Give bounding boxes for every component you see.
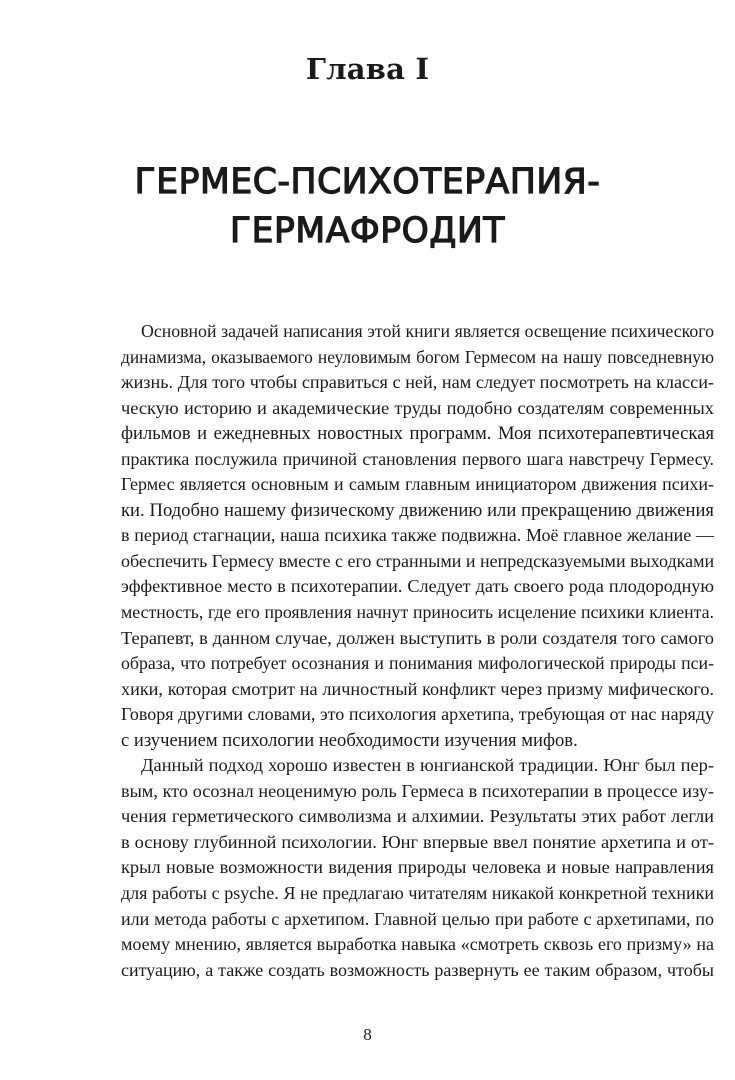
body-text [121,319,714,983]
text-line: местность, где его проявления начнут приносить исцеление психики клиента. [121,602,714,623]
chapter-title-line: ГЕРМАФРОДИТ [229,211,506,251]
text-line: Основной задачей написания этой книги является освещение психического [141,321,714,341]
text-line: эффективное место в психотерапии. Следует дать своего рода плодородную [121,576,714,597]
text-line: в основу глубинной психологии. Юнг впервые ввел понятие архетипа и от- [121,831,714,852]
text-line: вым, кто осознал неоценимую роль Гермеса в психотерапии в процессе изу- [121,780,714,801]
text-line: хики, которая смотрит на личностный конфликт через призму мифического. [121,678,714,699]
text-line: с изучением психологии необходимости изучения мифов. [121,729,578,751]
text-line: образа, что потребует осознания и понимания мифологической природы пси- [121,653,714,674]
text-line: жизнь. Для того чтобы справиться с ней, нам следует посмотреть на класси- [121,372,714,393]
text-line: для работы с psyche. Я не предлагаю читателям никакой конкретной техники [121,883,714,904]
chapter-heading: Глава I [305,52,430,86]
text-line: моему мнению, является выработка навыка «смотреть сквозь его призму» на [121,934,714,955]
text-line: в период стагнации, наша психика также подвижна. Моё главное желание — [121,525,714,546]
text-line: Говоря другими словами, это психология архетипа, требующая от нас наряду [121,704,714,725]
text-line: практика послужила причиной становления первого шага навстречу Гермесу. [121,448,714,469]
page-number: 8 [363,1025,372,1044]
text-line: обеспечить Гермесу вместе с его странными и непредсказуемыми выходками [121,550,715,571]
text-line: ки. Подобно нашему физическому движению или прекращению движения [121,499,714,521]
text-line: ситуацию, а также создать возможность развернуть ее таким образом, чтобы [121,959,714,980]
text-line: крыл новые возможности видения природы человека и новые направления [121,857,714,878]
text-line: динамизма, оказываемого неуловимым богом Гермесом на нашу повседневную [121,346,714,367]
text-line: чения герметического символизма и алхимии. Результаты этих работ легли [121,806,714,827]
text-line: Терапевт, в данном случае, должен выступить в роли создателя того самого [121,627,714,648]
text-line: или метода работы с архетипом. Главной целью при работе с архетипами, по [121,908,714,929]
text-line: фильмов и ежедневных новостных программ. Моя психотерапевтическая [121,423,714,445]
chapter-title-line: ГЕРМЕС-ПСИХОТЕРАПИЯ- [134,162,601,202]
text-line: Данный подход хорошо известен в юнгианской традиции. Юнг был пер- [141,755,714,776]
text-line: Гермес является основным и самым главным инициатором движения психи- [121,474,714,495]
chapter-title [0,158,735,256]
text-line: ческую историю и академические труды подобно создателям современных [121,397,714,418]
